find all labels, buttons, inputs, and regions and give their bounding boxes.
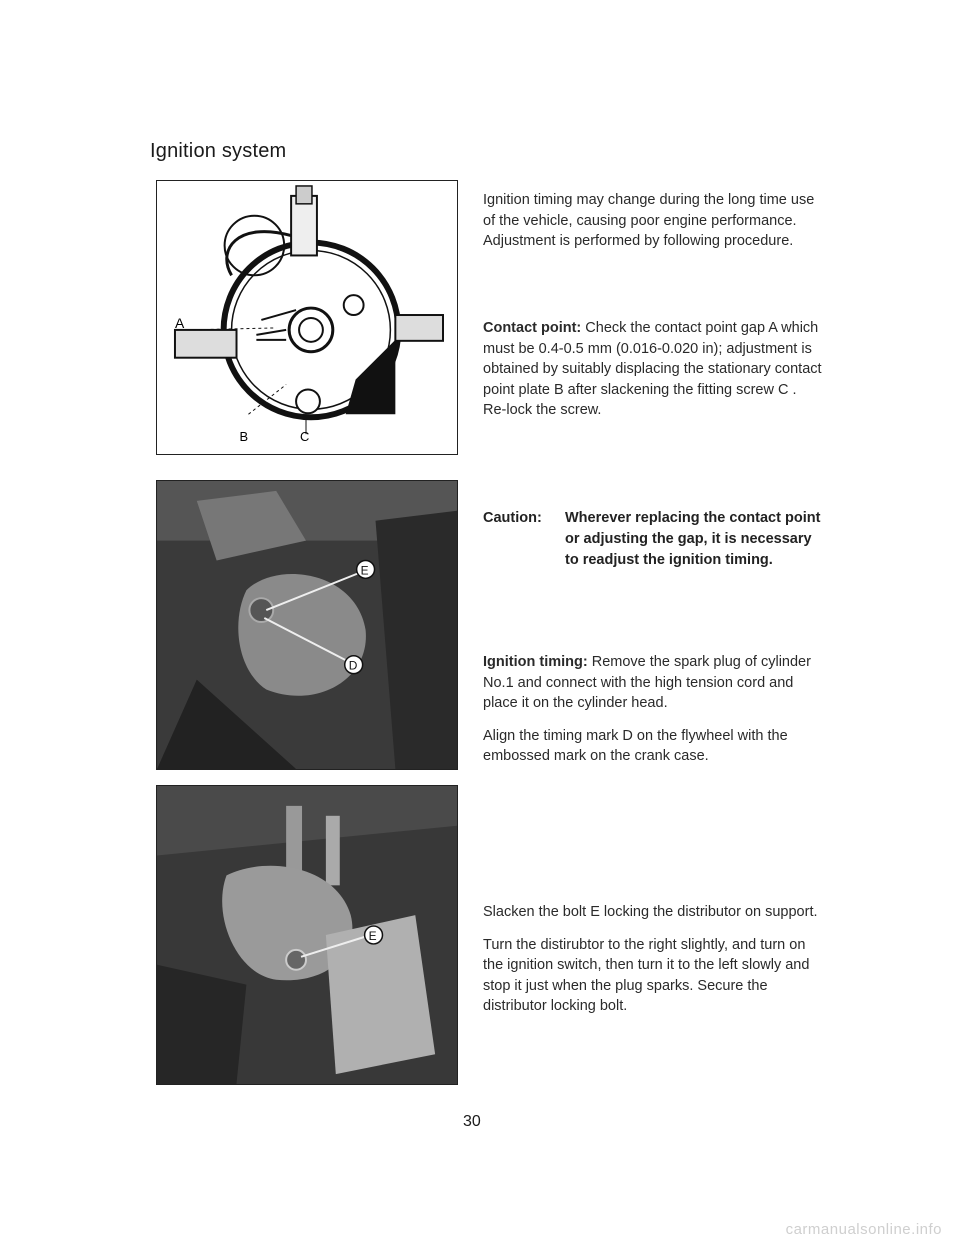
page-title: Ignition system (150, 140, 287, 162)
caution-text: Wherever replacing the contact point or adjusting the gap, it is necessary to readjust the ignition timing. (565, 510, 821, 568)
ignition-timing-paragraph (483, 652, 823, 779)
intro-paragraph (483, 190, 823, 264)
label-e-photo2: E (368, 928, 377, 943)
footer-watermark: carmanualsonline.info (785, 1221, 942, 1238)
label-d-photo1: D (348, 658, 358, 673)
distributor-paragraph (483, 902, 823, 1029)
engine-photo-timing-mark (156, 480, 458, 770)
caution-label: Caution: (483, 510, 542, 526)
caution-note (483, 508, 823, 571)
page-number: 30 (463, 1113, 481, 1130)
slacken-bolt-text: Slacken the bolt E locking the distributor on support. (483, 904, 818, 920)
label-c: C (300, 429, 310, 445)
label-e-photo1: E (360, 563, 369, 578)
align-mark-text: Align the timing mark D on the flywheel with the embossed mark on the crank case. (483, 727, 788, 764)
ignition-timing-text: Remove the spark plug of cylinder No.1 and connect with the high tension cord and place it on the cylinder head. (483, 654, 811, 711)
contact-point-text: Check the contact point gap A which must be 0.4-0.5 mm (0.016-0.020 in); adjustment is obtained by suitably displacing the stationary contact point plate B after slackening the fitting screw C . Re-lock the screw. (483, 320, 822, 418)
label-a: A (174, 314, 185, 331)
intro-text: Ignition timing may change during the long time use of the vehicle, causing poor engine performance. Adjustment is performed by following procedure. (483, 192, 815, 249)
label-b: B (239, 429, 249, 445)
contact-point-paragraph (483, 318, 823, 433)
ignition-timing-label: Ignition timing: (483, 654, 588, 670)
distributor-photo-drawing (157, 786, 457, 1084)
diagram-drawing (157, 181, 457, 454)
turn-distributor-text: Turn the distirubtor to the right slightly, and turn on the ignition switch, then turn it to the left slowly and stop it just when the plug sparks. Secure the distributor locking bolt. (483, 936, 810, 1014)
distributor-photo (156, 785, 458, 1085)
contact-point-label: Contact point: (483, 320, 582, 336)
engine-photo-drawing (157, 481, 457, 769)
contact-point-diagram (156, 180, 458, 455)
